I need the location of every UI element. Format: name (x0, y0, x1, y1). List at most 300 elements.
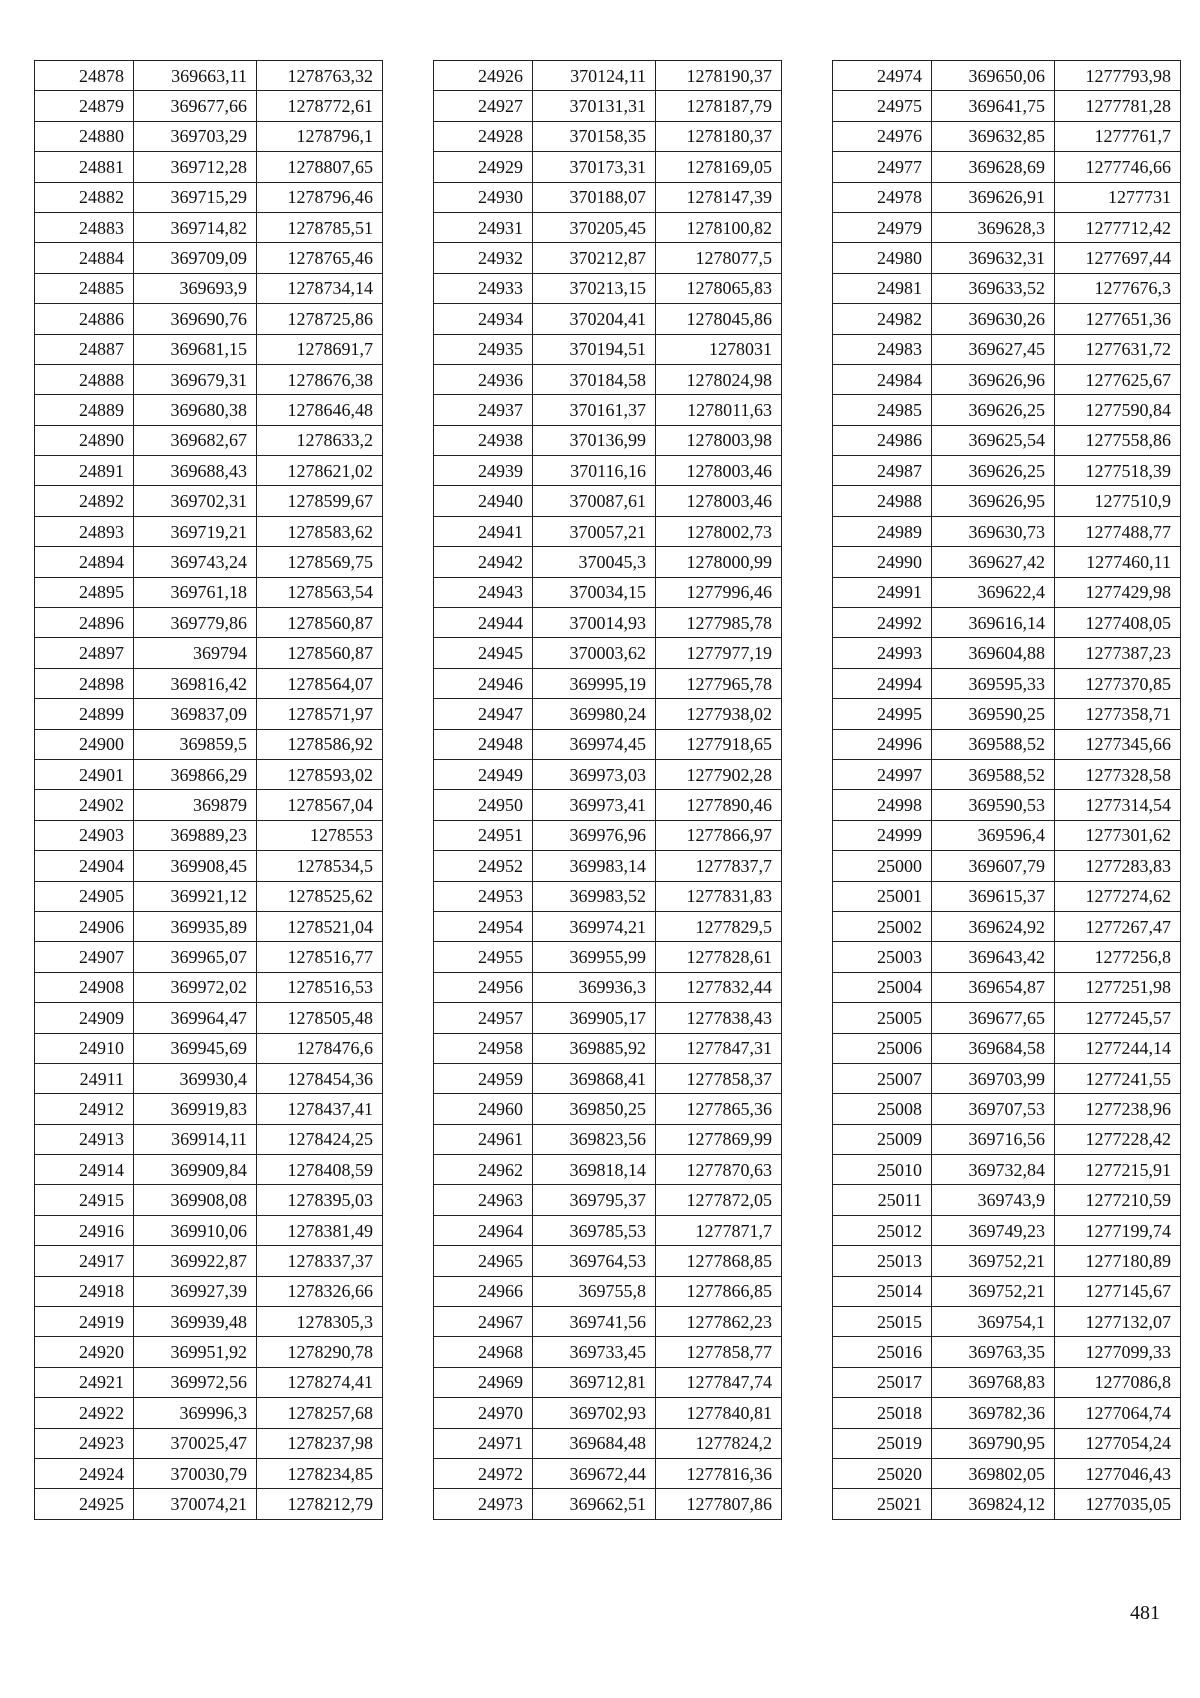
point-id-cell: 24955 (434, 942, 533, 972)
y-coordinate-cell: 1277228,42 (1055, 1124, 1181, 1154)
y-coordinate-cell: 1278454,36 (257, 1063, 383, 1093)
table-row (833, 334, 1181, 364)
x-coordinate-cell: 369709,09 (134, 243, 257, 273)
x-coordinate-cell: 370173,31 (533, 152, 656, 182)
y-coordinate-cell: 1277460,11 (1055, 547, 1181, 577)
y-coordinate-cell: 1277816,36 (656, 1458, 782, 1488)
point-id-cell: 24975 (833, 91, 932, 121)
table-row (35, 881, 383, 911)
point-id-cell: 24956 (434, 972, 533, 1002)
y-coordinate-cell: 1277251,98 (1055, 972, 1181, 1002)
table-row (833, 91, 1181, 121)
x-coordinate-cell: 369715,29 (134, 182, 257, 212)
y-coordinate-cell: 1278564,07 (257, 668, 383, 698)
table-row (833, 243, 1181, 273)
coordinate-table-3 (832, 60, 1181, 1520)
table-row (434, 881, 782, 911)
y-coordinate-cell: 1278381,49 (257, 1215, 383, 1245)
x-coordinate-cell: 369615,37 (932, 881, 1055, 911)
y-coordinate-cell: 1277510,9 (1055, 486, 1181, 516)
y-coordinate-cell: 1277370,85 (1055, 668, 1181, 698)
x-coordinate-cell: 369945,69 (134, 1033, 257, 1063)
table-row (833, 425, 1181, 455)
y-coordinate-cell: 1278505,48 (257, 1003, 383, 1033)
point-id-cell: 24931 (434, 212, 533, 242)
y-coordinate-cell: 1278077,5 (656, 243, 782, 273)
point-id-cell: 24985 (833, 395, 932, 425)
y-coordinate-cell: 1277256,8 (1055, 942, 1181, 972)
table-row (434, 364, 782, 394)
y-coordinate-cell: 1277918,65 (656, 729, 782, 759)
x-coordinate-cell: 369702,93 (533, 1398, 656, 1428)
x-coordinate-cell: 369743,24 (134, 547, 257, 577)
point-id-cell: 24881 (35, 152, 134, 182)
point-id-cell: 24950 (434, 790, 533, 820)
y-coordinate-cell: 1278599,67 (257, 486, 383, 516)
y-coordinate-cell: 1277488,77 (1055, 516, 1181, 546)
table-row (434, 1033, 782, 1063)
table-row (833, 820, 1181, 850)
x-coordinate-cell: 369964,47 (134, 1003, 257, 1033)
x-coordinate-cell: 369795,37 (533, 1185, 656, 1215)
x-coordinate-cell: 370116,16 (533, 456, 656, 486)
table-row (434, 1155, 782, 1185)
x-coordinate-cell: 369972,02 (134, 972, 257, 1002)
point-id-cell: 24916 (35, 1215, 134, 1245)
y-coordinate-cell: 1277866,97 (656, 820, 782, 850)
table-row (434, 972, 782, 1002)
table-row (434, 638, 782, 668)
table-row (833, 881, 1181, 911)
table-row (833, 790, 1181, 820)
y-coordinate-cell: 1277828,61 (656, 942, 782, 972)
table-row (35, 456, 383, 486)
point-id-cell: 24999 (833, 820, 932, 850)
y-coordinate-cell: 1278534,5 (257, 851, 383, 881)
point-id-cell: 24904 (35, 851, 134, 881)
point-id-cell: 25008 (833, 1094, 932, 1124)
x-coordinate-cell: 370204,41 (533, 304, 656, 334)
point-id-cell: 24939 (434, 456, 533, 486)
point-id-cell: 24970 (434, 1398, 533, 1428)
point-id-cell: 25018 (833, 1398, 932, 1428)
y-coordinate-cell: 1277199,74 (1055, 1215, 1181, 1245)
point-id-cell: 24928 (434, 121, 533, 151)
table-row (35, 668, 383, 698)
x-coordinate-cell: 369624,92 (932, 911, 1055, 941)
table-row (35, 61, 383, 91)
x-coordinate-cell: 369654,87 (932, 972, 1055, 1002)
y-coordinate-cell: 1277938,02 (656, 699, 782, 729)
y-coordinate-cell: 1277858,37 (656, 1063, 782, 1093)
point-id-cell: 25006 (833, 1033, 932, 1063)
point-id-cell: 24925 (35, 1489, 134, 1519)
point-id-cell: 24998 (833, 790, 932, 820)
x-coordinate-cell: 369980,24 (533, 699, 656, 729)
point-id-cell: 24908 (35, 972, 134, 1002)
table-row (833, 1367, 1181, 1397)
y-coordinate-cell: 1278571,97 (257, 699, 383, 729)
x-coordinate-cell: 369859,5 (134, 729, 257, 759)
point-id-cell: 24914 (35, 1155, 134, 1185)
x-coordinate-cell: 369768,83 (932, 1367, 1055, 1397)
table-row (833, 668, 1181, 698)
point-id-cell: 24884 (35, 243, 134, 273)
y-coordinate-cell: 1278563,54 (257, 577, 383, 607)
table-row (434, 547, 782, 577)
point-id-cell: 25014 (833, 1276, 932, 1306)
x-coordinate-cell: 369719,21 (134, 516, 257, 546)
table-row (434, 1458, 782, 1488)
point-id-cell: 24977 (833, 152, 932, 182)
table-row (833, 364, 1181, 394)
x-coordinate-cell: 369714,82 (134, 212, 257, 242)
table-row (833, 699, 1181, 729)
table-row (434, 608, 782, 638)
point-id-cell: 24909 (35, 1003, 134, 1033)
y-coordinate-cell: 1277865,36 (656, 1094, 782, 1124)
y-coordinate-cell: 1277731 (1055, 182, 1181, 212)
table-row (434, 851, 782, 881)
point-id-cell: 24965 (434, 1246, 533, 1276)
y-coordinate-cell: 1278676,38 (257, 364, 383, 394)
y-coordinate-cell: 1277977,19 (656, 638, 782, 668)
table-row (35, 1246, 383, 1276)
table-row (833, 608, 1181, 638)
y-coordinate-cell: 1277132,07 (1055, 1307, 1181, 1337)
table-row (35, 304, 383, 334)
table-row (833, 61, 1181, 91)
coordinate-table-1 (34, 60, 383, 1520)
x-coordinate-cell: 369823,56 (533, 1124, 656, 1154)
y-coordinate-cell: 1277831,83 (656, 881, 782, 911)
point-id-cell: 24926 (434, 61, 533, 91)
table-row (35, 729, 383, 759)
y-coordinate-cell: 1278274,41 (257, 1367, 383, 1397)
point-id-cell: 24897 (35, 638, 134, 668)
table-row (35, 942, 383, 972)
point-id-cell: 24888 (35, 364, 134, 394)
x-coordinate-cell: 369625,54 (932, 425, 1055, 455)
y-coordinate-cell: 1278337,37 (257, 1246, 383, 1276)
point-id-cell: 24991 (833, 577, 932, 607)
x-coordinate-cell: 369936,3 (533, 972, 656, 1002)
point-id-cell: 24961 (434, 1124, 533, 1154)
table-row (833, 1458, 1181, 1488)
y-coordinate-cell: 1277872,05 (656, 1185, 782, 1215)
y-coordinate-cell: 1278395,03 (257, 1185, 383, 1215)
x-coordinate-cell: 369761,18 (134, 577, 257, 607)
x-coordinate-cell: 369677,65 (932, 1003, 1055, 1033)
point-id-cell: 24894 (35, 547, 134, 577)
x-coordinate-cell: 369732,84 (932, 1155, 1055, 1185)
y-coordinate-cell: 1278003,98 (656, 425, 782, 455)
coordinate-table-2 (433, 60, 782, 1520)
y-coordinate-cell: 1277869,99 (656, 1124, 782, 1154)
point-id-cell: 24943 (434, 577, 533, 607)
point-id-cell: 25016 (833, 1337, 932, 1367)
point-id-cell: 24957 (434, 1003, 533, 1033)
x-coordinate-cell: 369628,69 (932, 152, 1055, 182)
x-coordinate-cell: 369868,41 (533, 1063, 656, 1093)
point-id-cell: 24959 (434, 1063, 533, 1093)
table-row (833, 577, 1181, 607)
table-row (833, 1003, 1181, 1033)
point-id-cell: 24911 (35, 1063, 134, 1093)
x-coordinate-cell: 370131,31 (533, 91, 656, 121)
table-row (35, 577, 383, 607)
x-coordinate-cell: 369951,92 (134, 1337, 257, 1367)
point-id-cell: 24963 (434, 1185, 533, 1215)
point-id-cell: 24989 (833, 516, 932, 546)
x-coordinate-cell: 369703,99 (932, 1063, 1055, 1093)
point-id-cell: 24964 (434, 1215, 533, 1245)
x-coordinate-cell: 369763,35 (932, 1337, 1055, 1367)
x-coordinate-cell: 369983,14 (533, 851, 656, 881)
x-coordinate-cell: 369626,25 (932, 395, 1055, 425)
x-coordinate-cell: 369974,21 (533, 911, 656, 941)
y-coordinate-cell: 1278646,48 (257, 395, 383, 425)
point-id-cell: 24949 (434, 759, 533, 789)
y-coordinate-cell: 1278807,65 (257, 152, 383, 182)
point-id-cell: 24896 (35, 608, 134, 638)
x-coordinate-cell: 369910,06 (134, 1215, 257, 1245)
x-coordinate-cell: 369921,12 (134, 881, 257, 911)
x-coordinate-cell: 369866,29 (134, 759, 257, 789)
point-id-cell: 24918 (35, 1276, 134, 1306)
x-coordinate-cell: 369965,07 (134, 942, 257, 972)
y-coordinate-cell: 1278024,98 (656, 364, 782, 394)
point-id-cell: 24936 (434, 364, 533, 394)
table-row (434, 1215, 782, 1245)
y-coordinate-cell: 1277870,63 (656, 1155, 782, 1185)
x-coordinate-cell: 369802,05 (932, 1458, 1055, 1488)
point-id-cell: 24982 (833, 304, 932, 334)
y-coordinate-cell: 1278190,37 (656, 61, 782, 91)
y-coordinate-cell: 1277676,3 (1055, 273, 1181, 303)
y-coordinate-cell: 1277832,44 (656, 972, 782, 1002)
x-coordinate-cell: 369905,17 (533, 1003, 656, 1033)
table-row (833, 212, 1181, 242)
y-coordinate-cell: 1277283,83 (1055, 851, 1181, 881)
x-coordinate-cell: 369690,76 (134, 304, 257, 334)
table-row (434, 577, 782, 607)
point-id-cell: 24979 (833, 212, 932, 242)
x-coordinate-cell: 369688,43 (134, 456, 257, 486)
table-row (434, 699, 782, 729)
table-row (833, 942, 1181, 972)
x-coordinate-cell: 369939,48 (134, 1307, 257, 1337)
x-coordinate-cell: 369996,3 (134, 1398, 257, 1428)
x-coordinate-cell: 369680,38 (134, 395, 257, 425)
y-coordinate-cell: 1277590,84 (1055, 395, 1181, 425)
point-id-cell: 24910 (35, 1033, 134, 1063)
x-coordinate-cell: 369927,39 (134, 1276, 257, 1306)
point-id-cell: 24906 (35, 911, 134, 941)
point-id-cell: 24878 (35, 61, 134, 91)
point-id-cell: 24913 (35, 1124, 134, 1154)
x-coordinate-cell: 369785,53 (533, 1215, 656, 1245)
table-row (35, 1155, 383, 1185)
point-id-cell: 24923 (35, 1428, 134, 1458)
table-row (833, 182, 1181, 212)
table-row (35, 212, 383, 242)
point-id-cell: 24932 (434, 243, 533, 273)
table-row (434, 152, 782, 182)
x-coordinate-cell: 369707,53 (932, 1094, 1055, 1124)
point-id-cell: 25019 (833, 1428, 932, 1458)
table-row (434, 1489, 782, 1519)
x-coordinate-cell: 369693,9 (134, 273, 257, 303)
x-coordinate-cell: 369627,45 (932, 334, 1055, 364)
x-coordinate-cell: 369908,45 (134, 851, 257, 881)
x-coordinate-cell: 369818,14 (533, 1155, 656, 1185)
y-coordinate-cell: 1277965,78 (656, 668, 782, 698)
x-coordinate-cell: 369754,1 (932, 1307, 1055, 1337)
x-coordinate-cell: 370213,15 (533, 273, 656, 303)
point-id-cell: 24890 (35, 425, 134, 455)
y-coordinate-cell: 1277712,42 (1055, 212, 1181, 242)
point-id-cell: 24889 (35, 395, 134, 425)
table-row (35, 1367, 383, 1397)
y-coordinate-cell: 1277807,86 (656, 1489, 782, 1519)
point-id-cell: 25003 (833, 942, 932, 972)
table-row (833, 456, 1181, 486)
table-row (434, 304, 782, 334)
point-id-cell: 24922 (35, 1398, 134, 1428)
table-row (434, 1003, 782, 1033)
point-id-cell: 24895 (35, 577, 134, 607)
table-row (35, 273, 383, 303)
x-coordinate-cell: 370161,37 (533, 395, 656, 425)
y-coordinate-cell: 1278691,7 (257, 334, 383, 364)
point-id-cell: 24968 (434, 1337, 533, 1367)
point-id-cell: 24984 (833, 364, 932, 394)
x-coordinate-cell: 369935,89 (134, 911, 257, 941)
y-coordinate-cell: 1278516,53 (257, 972, 383, 1002)
point-id-cell: 24946 (434, 668, 533, 698)
x-coordinate-cell: 369752,21 (932, 1276, 1055, 1306)
point-id-cell: 24891 (35, 456, 134, 486)
x-coordinate-cell: 369824,12 (932, 1489, 1055, 1519)
point-id-cell: 24953 (434, 881, 533, 911)
point-id-cell: 24907 (35, 942, 134, 972)
x-coordinate-cell: 369879 (134, 790, 257, 820)
y-coordinate-cell: 1278633,2 (257, 425, 383, 455)
point-id-cell: 24960 (434, 1094, 533, 1124)
table-row (833, 1428, 1181, 1458)
x-coordinate-cell: 369909,84 (134, 1155, 257, 1185)
x-coordinate-cell: 369626,95 (932, 486, 1055, 516)
x-coordinate-cell: 369630,73 (932, 516, 1055, 546)
point-id-cell: 24972 (434, 1458, 533, 1488)
y-coordinate-cell: 1278045,86 (656, 304, 782, 334)
point-id-cell: 24952 (434, 851, 533, 881)
y-coordinate-cell: 1277829,5 (656, 911, 782, 941)
point-id-cell: 24997 (833, 759, 932, 789)
x-coordinate-cell: 370184,58 (533, 364, 656, 394)
table-row (833, 273, 1181, 303)
y-coordinate-cell: 1278586,92 (257, 729, 383, 759)
table-row (35, 820, 383, 850)
x-coordinate-cell: 370003,62 (533, 638, 656, 668)
x-coordinate-cell: 369682,67 (134, 425, 257, 455)
y-coordinate-cell: 1278011,63 (656, 395, 782, 425)
point-id-cell: 25005 (833, 1003, 932, 1033)
y-coordinate-cell: 1277358,71 (1055, 699, 1181, 729)
x-coordinate-cell: 370158,35 (533, 121, 656, 151)
table-row (434, 759, 782, 789)
x-coordinate-cell: 369908,08 (134, 1185, 257, 1215)
x-coordinate-cell: 369885,92 (533, 1033, 656, 1063)
y-coordinate-cell: 1278583,62 (257, 516, 383, 546)
y-coordinate-cell: 1277866,85 (656, 1276, 782, 1306)
point-id-cell: 24974 (833, 61, 932, 91)
x-coordinate-cell: 369633,52 (932, 273, 1055, 303)
table-row (434, 1185, 782, 1215)
table-row (833, 1276, 1181, 1306)
x-coordinate-cell: 369595,33 (932, 668, 1055, 698)
point-id-cell: 24879 (35, 91, 134, 121)
x-coordinate-cell: 369628,3 (932, 212, 1055, 242)
x-coordinate-cell: 369919,83 (134, 1094, 257, 1124)
point-id-cell: 24986 (833, 425, 932, 455)
x-coordinate-cell: 369741,56 (533, 1307, 656, 1337)
table-row (434, 182, 782, 212)
table-row (35, 759, 383, 789)
point-id-cell: 25002 (833, 911, 932, 941)
point-id-cell: 24966 (434, 1276, 533, 1306)
point-id-cell: 24993 (833, 638, 932, 668)
x-coordinate-cell: 369749,23 (932, 1215, 1055, 1245)
x-coordinate-cell: 369684,58 (932, 1033, 1055, 1063)
table-row (833, 1155, 1181, 1185)
table-row (35, 699, 383, 729)
table-row (35, 425, 383, 455)
point-id-cell: 24980 (833, 243, 932, 273)
y-coordinate-cell: 1278257,68 (257, 1398, 383, 1428)
x-coordinate-cell: 369973,03 (533, 759, 656, 789)
y-coordinate-cell: 1277244,14 (1055, 1033, 1181, 1063)
table-row (833, 972, 1181, 1002)
y-coordinate-cell: 1278408,59 (257, 1155, 383, 1185)
table-row (35, 1003, 383, 1033)
table-row (35, 1428, 383, 1458)
x-coordinate-cell: 369743,9 (932, 1185, 1055, 1215)
point-id-cell: 24995 (833, 699, 932, 729)
table-row (434, 1124, 782, 1154)
y-coordinate-cell: 1277086,8 (1055, 1367, 1181, 1397)
x-coordinate-cell: 369922,87 (134, 1246, 257, 1276)
y-coordinate-cell: 1278437,41 (257, 1094, 383, 1124)
y-coordinate-cell: 1278237,98 (257, 1428, 383, 1458)
point-id-cell: 24969 (434, 1367, 533, 1397)
point-id-cell: 24899 (35, 699, 134, 729)
point-id-cell: 24981 (833, 273, 932, 303)
point-id-cell: 25015 (833, 1307, 932, 1337)
point-id-cell: 24940 (434, 486, 533, 516)
x-coordinate-cell: 369627,42 (932, 547, 1055, 577)
y-coordinate-cell: 1278326,66 (257, 1276, 383, 1306)
point-id-cell: 24920 (35, 1337, 134, 1367)
x-coordinate-cell: 369607,79 (932, 851, 1055, 881)
point-id-cell: 24948 (434, 729, 533, 759)
y-coordinate-cell: 1277054,24 (1055, 1428, 1181, 1458)
x-coordinate-cell: 369622,4 (932, 577, 1055, 607)
point-id-cell: 24978 (833, 182, 932, 212)
y-coordinate-cell: 1278147,39 (656, 182, 782, 212)
y-coordinate-cell: 1278031 (656, 334, 782, 364)
